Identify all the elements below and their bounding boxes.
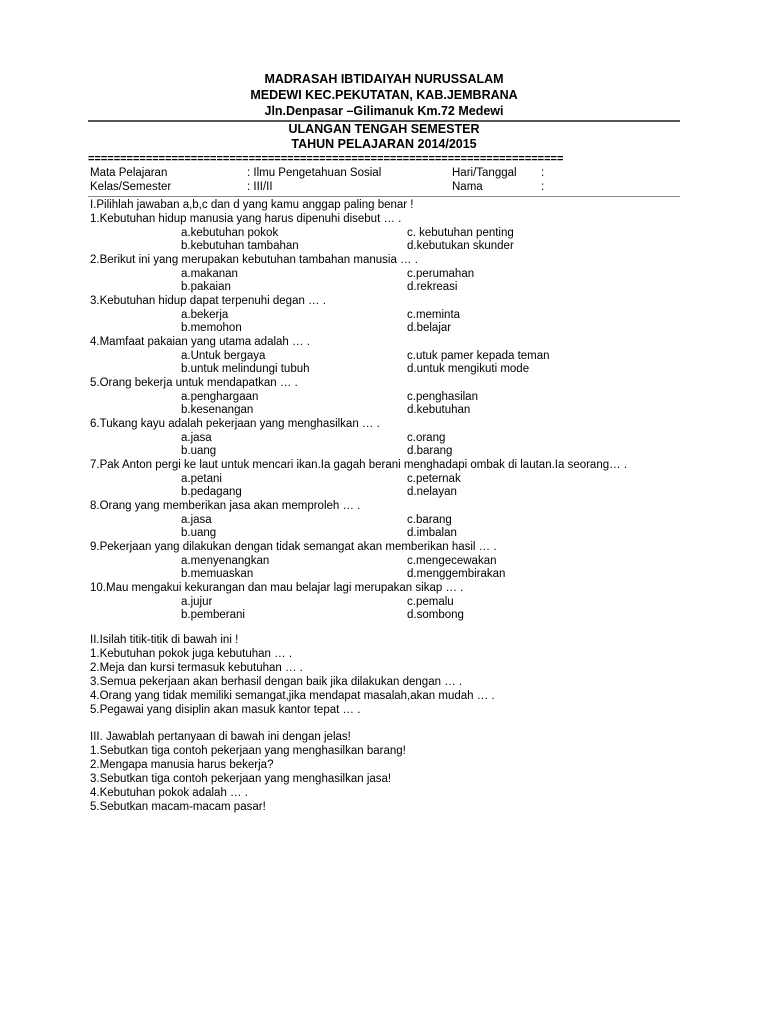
option-b: b.memuaskan <box>181 568 254 581</box>
option-c: c. kebutuhan penting <box>407 226 514 239</box>
option-a: a.Untuk bergaya <box>181 349 266 362</box>
school-location: MEDEWI KEC.PEKUTATAN, KAB.JEMBRANA <box>250 88 518 102</box>
option-c: c.barang <box>407 513 452 526</box>
option-b: b.uang <box>181 527 217 540</box>
option-c: c.orang <box>407 431 446 444</box>
section3-item: 2.Mengapa manusia harus bekerja? <box>90 759 274 771</box>
school-name: MADRASAH IBTIDAIYAH NURUSSALAM <box>264 72 504 86</box>
separator-line: ========================================================================== <box>88 153 564 165</box>
option-c: c.peternak <box>407 472 461 485</box>
option-c: c.meminta <box>407 308 461 321</box>
question-text: 7.Pak Anton pergi ke laut untuk mencari ikan.Ia gagah berani menghadapi ombak di lautan.Ia seorang… . <box>90 459 628 471</box>
option-a: a.makanan <box>181 267 238 280</box>
option-d: d.imbalan <box>407 527 457 540</box>
option-a: a.kebutuhan pokok <box>181 226 279 239</box>
option-a: a.jasa <box>181 431 212 444</box>
date-colon: : <box>541 167 545 179</box>
option-d: d.kebutuhan <box>407 404 471 417</box>
question-text: 9.Pekerjaan yang dilakukan dengan tidak semangat akan memberikan hasil … . <box>90 541 497 553</box>
option-c: c.utuk pamer kepada teman <box>407 349 550 362</box>
question-text: 6.Tukang kayu adalah pekerjaan yang menghasilkan … . <box>90 418 380 430</box>
option-d: d.belajar <box>407 322 452 335</box>
section3-title: III. Jawablah pertanyaan di bawah ini dengan jelas! <box>90 731 351 743</box>
section3-item: 3.Sebutkan tiga contoh pekerjaan yang menghasilkan jasa! <box>90 773 392 785</box>
section2-item: 2.Meja dan kursi termasuk kebutuhan … . <box>90 662 303 674</box>
name-colon: : <box>541 181 545 193</box>
class-label: Kelas/Semester <box>90 181 172 193</box>
option-b: b.kebutuhan tambahan <box>181 240 299 253</box>
option-d: d.rekreasi <box>407 281 458 294</box>
option-c: c.perumahan <box>407 267 475 280</box>
option-b: b.pemberani <box>181 609 245 622</box>
option-b: b.pakaian <box>181 281 231 294</box>
question-text: 3.Kebutuhan hidup dapat terpenuhi degan … . <box>90 295 326 307</box>
school-address: Jln.Denpasar –Gilimanuk Km.72 Medewi <box>264 104 504 118</box>
option-b: b.untuk melindungi tubuh <box>181 363 310 376</box>
question-text: 8.Orang yang memberikan jasa akan memproleh … . <box>90 500 361 512</box>
option-c: c.penghasilan <box>407 390 478 403</box>
option-b: b.pedagang <box>181 486 242 499</box>
option-a: a.jujur <box>181 595 213 608</box>
date-label: Hari/Tanggal <box>452 167 517 179</box>
question-text: 10.Mau mengakui kekurangan dan mau belajar lagi merupakan sikap … . <box>90 582 464 594</box>
class-value: : III/II <box>247 181 273 193</box>
option-d: d.nelayan <box>407 486 457 499</box>
name-label: Nama <box>452 181 483 193</box>
section3-item: 4.Kebutuhan pokok adalah … . <box>90 787 248 799</box>
option-d: d.menggembirakan <box>407 568 506 581</box>
section3-item: 1.Sebutkan tiga contoh pekerjaan yang menghasilkan barang! <box>90 745 406 757</box>
option-d: d.kebutukan skunder <box>407 240 514 253</box>
exam-title: ULANGAN TENGAH SEMESTER <box>288 122 480 136</box>
option-c: c.pemalu <box>407 595 454 608</box>
section2-item: 5.Pegawai yang disiplin akan masuk kantor tepat … . <box>90 704 361 716</box>
option-b: b.uang <box>181 445 217 458</box>
section2-title: II.Isilah titik-titik di bawah ini ! <box>90 634 239 646</box>
section2-item: 4.Orang yang tidak memiliki semangat,jika mendapat masalah,akan mudah … . <box>90 690 495 702</box>
section1-title: I.Pilihlah jawaban a,b,c dan d yang kamu anggap paling benar ! <box>90 199 414 211</box>
subject-label: Mata Pelajaran <box>90 167 168 179</box>
option-a: a.menyenangkan <box>181 554 270 567</box>
section2-item: 1.Kebutuhan pokok juga kebutuhan … . <box>90 648 293 660</box>
option-d: d.barang <box>407 445 453 458</box>
option-a: a.bekerja <box>181 308 229 321</box>
section2-item: 3.Semua pekerjaan akan berhasil dengan baik jika dilakukan dengan … . <box>90 676 463 688</box>
option-b: b.memohon <box>181 322 242 335</box>
question-text: 5.Orang bekerja untuk mendapatkan … . <box>90 377 298 389</box>
option-c: c.mengecewakan <box>407 554 497 567</box>
option-b: b.kesenangan <box>181 404 254 417</box>
option-a: a.petani <box>181 472 222 485</box>
option-a: a.penghargaan <box>181 390 259 403</box>
question-text: 4.Mamfaat pakaian yang utama adalah … . <box>90 336 310 348</box>
option-d: d.untuk mengikuti mode <box>407 363 530 376</box>
info-rule <box>88 196 680 197</box>
subject-value: : Ilmu Pengetahuan Sosial <box>247 167 382 179</box>
option-a: a.jasa <box>181 513 212 526</box>
section3-item: 5.Sebutkan macam-macam pasar! <box>90 801 266 813</box>
question-text: 2.Berikut ini yang merupakan kebutuhan tambahan manusia … . <box>90 254 418 266</box>
question-text: 1.Kebutuhan hidup manusia yang harus dipenuhi disebut … . <box>90 213 402 225</box>
option-d: d.sombong <box>407 609 464 622</box>
exam-year: TAHUN PELAJARAN 2014/2015 <box>291 137 477 151</box>
